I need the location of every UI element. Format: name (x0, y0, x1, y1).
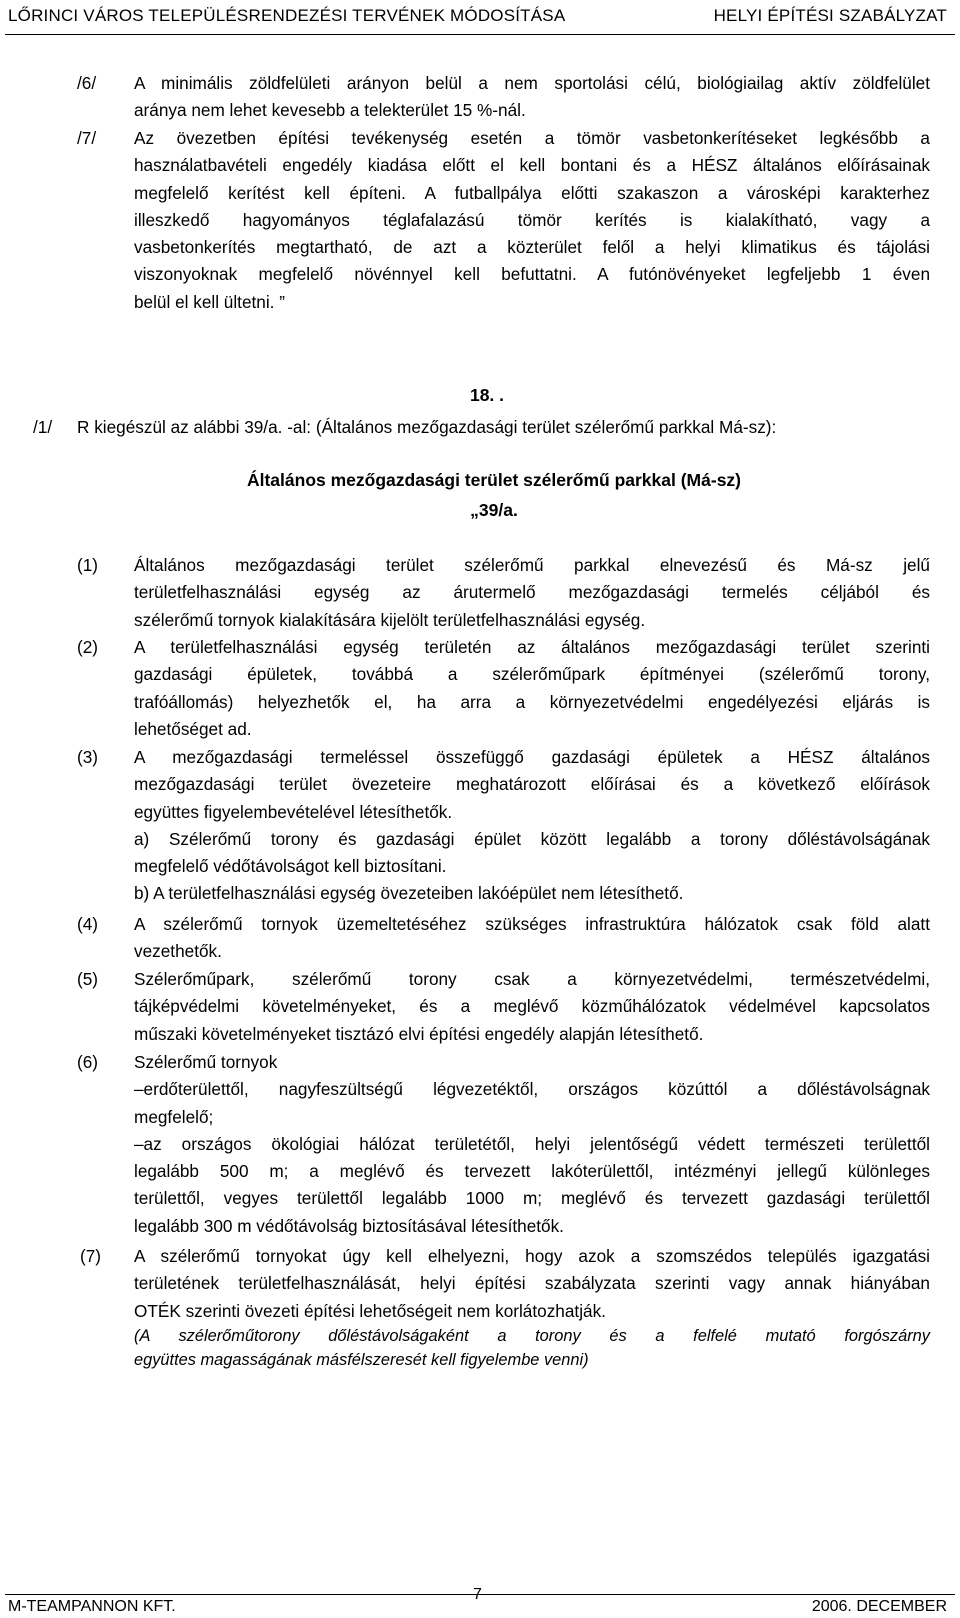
text-line: illeszkedő hagyományos téglafalazású tömör kerítés is kialakítható, vagy a (134, 209, 930, 230)
document-section: HELYI ÉPÍTÉSI SZABÁLYZAT (713, 6, 947, 25)
text-line: aránya nem lehet kevesebb a telekterület 15 %-nál. (134, 100, 526, 121)
text-line: –az országos ökológiai hálózat területétől, helyi jelentőségű védett természeti területtől (134, 1133, 930, 1154)
text-line: A mezőgazdasági termeléssel összefüggő gazdasági épületek a HÉSZ általános (134, 747, 930, 767)
paragraph-number: (1) (77, 555, 99, 575)
text-line: A területfelhasználási egység területén az általános mezőgazdasági terület szerinti (134, 637, 930, 657)
text-line: mezőgazdasági terület övezeteire meghatározott előírásai és a következő előírások (134, 774, 930, 795)
text-line: OTÉK szerinti övezeti építési lehetőségeit nem korlátozhatják. (134, 1300, 606, 1321)
item-text (134, 125, 930, 316)
text-line: együttes figyelembevételével létesíthetők. (134, 801, 453, 822)
text-line: a) Szélerőmű torony és gazdasági épület között legalább a torony dőléstávolságának (134, 828, 930, 849)
text-line: Általános mezőgazdasági terület szélerőmű parkkal elnevezésű és Má-sz jelű (134, 555, 930, 575)
text-line: műszaki követelményeket tisztázó elvi építési engedély alapján létesíthető. (134, 1023, 704, 1044)
paragraph-number: (2) (77, 637, 99, 657)
text-line: Szélerőmű tornyok (134, 1052, 278, 1072)
paragraph-note (134, 1324, 930, 1372)
paragraph-text (134, 1243, 930, 1325)
text-line: A minimális zöldfelületi arányon belül a nem sportolási célú, biológiailag aktív zöldfelület (134, 73, 930, 93)
text-line: használatbavételi engedély kiadása előtt el kell bontani és a HÉSZ általános előírásainak (134, 155, 930, 176)
paragraph-text (134, 744, 930, 908)
paragraph-text (134, 1049, 930, 1240)
paragraph-text (134, 552, 930, 634)
paragraph-number: (3) (77, 747, 99, 767)
text-line: gazdasági épületek, továbbá a szélerőműpark építményei (szélerőmű torony, (134, 664, 930, 685)
document-title: LŐRINCI VÁROS TELEPÜLÉSRENDEZÉSI TERVÉNEK MÓDOSÍTÁSA (8, 6, 566, 25)
paragraph-number: (7) (80, 1246, 102, 1266)
text-line: legalább 500 m; a meglévő és tervezett lakóterülettől, intézményi jellegű különleges (134, 1161, 930, 1182)
paragraph-number: (6) (77, 1052, 99, 1072)
text-line: Az övezetben építési tevékenység esetén a tömör vasbetonkerítéseket legkésőbb a (134, 128, 930, 148)
text-line: megfelelő védőtávolságot kell biztosítani. (134, 856, 447, 877)
item-number: /7/ (77, 128, 97, 148)
text-line: területfelhasználási egység az árutermelő mezőgazdasági termelés céljából és (134, 582, 930, 603)
text-line: legalább 300 m védőtávolság biztosításával létesíthetők. (134, 1215, 564, 1236)
item-text (134, 70, 930, 125)
page-footer (5, 1586, 955, 1618)
text-line: b) A területfelhasználási egység övezeteiben lakóépület nem létesíthető. (134, 883, 684, 904)
text-line: területtől, vegyes területtől legalább 1000 m; meglévő és tervezett gazdasági területtől (134, 1188, 930, 1209)
item-text: R kiegészül az alábbi 39/a. -al: (Általános mezőgazdasági terület szélerőmű parkkal Má-sz): (77, 417, 777, 437)
text-line: tájképvédelmi követelményeket, és a meglévő közműhálózatok védelmével kapcsolatos (134, 996, 930, 1017)
paragraph-text (134, 911, 930, 966)
item-number: /6/ (77, 73, 97, 93)
text-line: A szélerőmű tornyokat úgy kell elhelyezni, hogy azok a szomszédos település igazgatási (134, 1246, 930, 1266)
document-date: 2006. DECEMBER (811, 1598, 947, 1615)
text-line: A szélerőmű tornyok üzemeltetéséhez szükséges infrastruktúra hálózatok csak föld alatt (134, 914, 930, 934)
text-line: trafóállomás) helyezhetők el, ha arra a környezetvédelmi engedélyezési eljárás is (134, 691, 930, 712)
text-line: megfelelő; (134, 1106, 214, 1127)
text-line: területének területfelhasználását, helyi építési szabályzata szerinti vagy annak hiányában (134, 1273, 930, 1294)
item-number: /1/ (33, 417, 53, 437)
text-line: vezethetők. (134, 941, 222, 962)
section-number: 18. . (469, 385, 505, 405)
text-line: belül el kell ültetni. ” (134, 291, 285, 312)
text-line: (A szélerőműtorony dőléstávolságaként a torony és a felfelé mutató forgószárny (134, 1327, 930, 1345)
section-title: Általános mezőgazdasági terület szélerőmű parkkal (Má-sz) (246, 470, 742, 490)
text-line: lehetőséget ad. (134, 718, 252, 739)
paragraph-text (134, 634, 930, 743)
text-line: –erdőterülettől, nagyfeszültségű légvezetéktől, országos közúttól a dőléstávolságnak (134, 1079, 930, 1100)
text-line: együttes magasságának másfélszeresét kell figyelembe venni) (134, 1351, 589, 1369)
page-number: 7 (473, 1586, 482, 1603)
paragraph-number: „39/a. (470, 500, 518, 520)
text-line: megfelelő kerítést kell építeni. A futballpálya előtti szakaszon a városképi karakterhez (134, 182, 930, 203)
text-line: viszonyoknak megfelelő növénnyel kell befuttatni. A futónövényeket legfeljebb 1 éven (134, 264, 930, 285)
paragraph-number: (4) (77, 914, 99, 934)
paragraph-number: (5) (77, 969, 99, 989)
text-line: Szélerőműpark, szélerőmű torony csak a környezetvédelmi, természetvédelmi, (134, 969, 930, 989)
paragraph-text (134, 966, 930, 1048)
text-line: vasbetonkerítés megtartható, de azt a közterület felől a helyi klimatikus és tájolási (134, 237, 930, 258)
text-line: szélerőmű tornyok kialakítására kijelölt területfelhasználási egység. (134, 609, 646, 630)
page-header (5, 0, 955, 35)
company-name: M-TEAMPANNON KFT. (8, 1598, 176, 1615)
